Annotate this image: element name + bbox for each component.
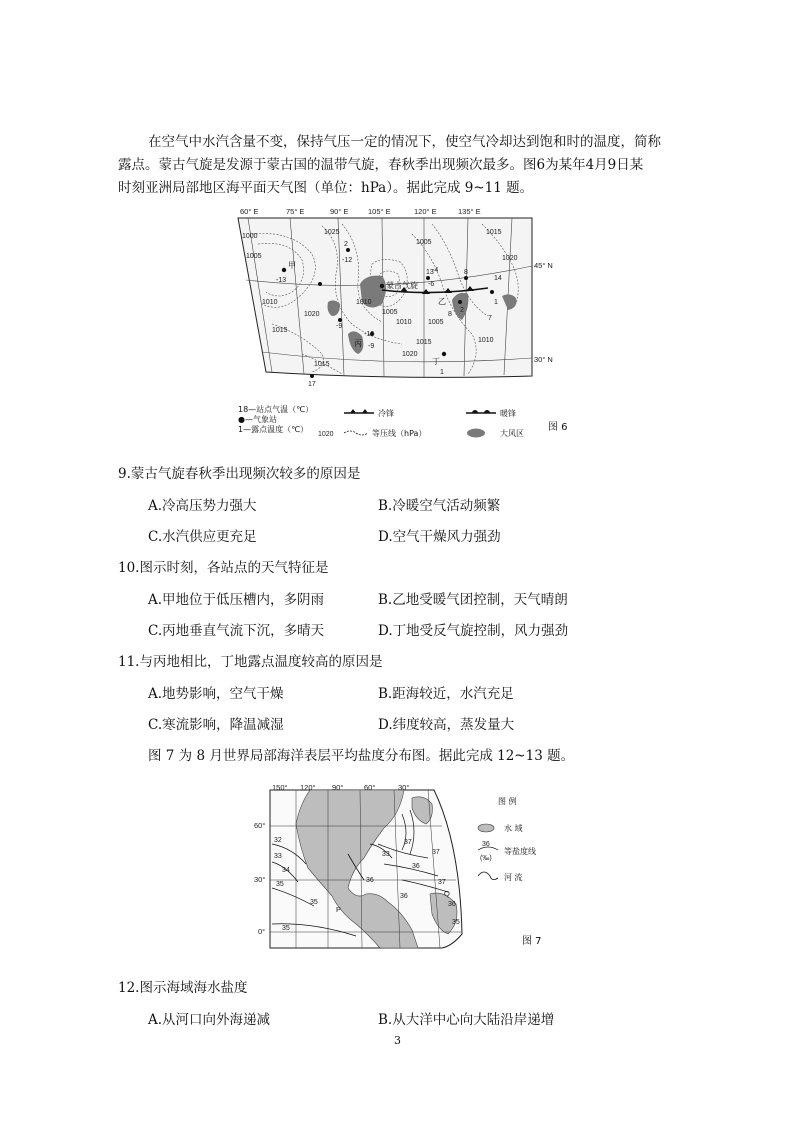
lon-label: 60° E — [240, 207, 259, 216]
isobar-value: 1010 — [356, 299, 372, 306]
q12-stem: 12.图示海域海水盐度 — [118, 980, 248, 996]
isohaline-value: 37 — [404, 839, 412, 846]
figure-6-caption: 图 6 — [548, 422, 568, 433]
isobar-value: 1005 — [416, 239, 432, 246]
legend-cold-front: 冷锋 — [378, 409, 394, 418]
station-value: 2 — [460, 307, 464, 314]
isobar-value: 1015 — [416, 339, 432, 346]
isobar-value: 1010 — [396, 319, 412, 326]
intro-line-3: 时刻亚洲局部地区海平面天气图（单位：hPa）。据此完成 9~11 题。 — [118, 180, 534, 196]
lon-label: 135° E — [458, 207, 481, 216]
isohaline-value: 33 — [274, 853, 282, 860]
lat-label: 45° N — [534, 261, 553, 270]
q9-option-c: C.水汽供应更充足 — [148, 529, 257, 545]
fig7-lon-label: 150° — [272, 784, 288, 792]
q9-option-d: D.空气干燥风力强劲 — [378, 529, 501, 545]
station-value: 2 — [344, 241, 348, 248]
station-ding: 丁 — [432, 357, 440, 366]
station-value: 8 — [448, 311, 452, 318]
isohaline-value: 36 — [400, 893, 408, 900]
isobar-value: 1000 — [242, 233, 258, 240]
figure-7-salinity-map — [252, 784, 562, 952]
isohaline-value: 37 — [432, 849, 440, 856]
isohaline-value: 33 — [382, 851, 390, 858]
isohaline-value: 34 — [282, 867, 290, 874]
isobar-value: 1020 — [304, 311, 320, 318]
legend-isohaline-sample: 36 — [482, 841, 490, 848]
q11-option-a: A.地势影响，空气干燥 — [148, 686, 284, 702]
fig7-lat-label: 30° — [254, 875, 266, 884]
station-value: 7 — [488, 315, 492, 322]
legend-station-temp: 18—站点气温（℃） — [238, 405, 314, 414]
station-value: 13 — [426, 269, 434, 276]
fig7-lon-label: 90° — [332, 784, 344, 792]
isobar-value: 1010 — [478, 337, 494, 344]
station-value: -9 — [368, 343, 375, 350]
q9-option-b: B.冷暖空气活动频繁 — [378, 498, 501, 514]
intro-line-2: 露点。蒙古气旋是发源于蒙古国的温带气旋，春秋季出现频次最多。图6为某年4月9日某 — [118, 157, 644, 173]
legend-warm-front: 暖锋 — [500, 409, 516, 418]
q10-stem: 10.图示时刻，各站点的天气特征是 — [118, 560, 329, 576]
isobar-value: 1020 — [402, 351, 418, 358]
isohaline-value: 35 — [310, 899, 318, 906]
fig7-lat-label: 0° — [258, 927, 266, 936]
lon-label: 105° E — [368, 207, 391, 216]
isobar-value: 1005 — [382, 309, 398, 316]
figure-6-weather-map — [232, 204, 582, 440]
lat-label: 30° N — [534, 355, 553, 364]
legend-isohaline: 等盐度线 — [504, 847, 536, 856]
station-value: -6 — [428, 281, 435, 288]
isobar-value: 1025 — [324, 229, 340, 236]
isohaline-value: 35 — [276, 881, 284, 888]
station-value: -12 — [342, 257, 353, 264]
intro-2: 图 7 为 8 月世界局部海洋表层平均盐度分布图。据此完成 12~13 题。 — [148, 748, 575, 764]
isobar-value: 1005 — [428, 319, 444, 326]
station-value: -10 — [364, 331, 375, 338]
station-yi: 乙 — [438, 297, 446, 306]
q10-option-b: B.乙地受暖气团控制，天气晴朗 — [378, 592, 568, 608]
q9-option-a: A.冷高压势力强大 — [148, 498, 257, 514]
isohaline-value: 37 — [438, 879, 446, 886]
lon-label: 75° E — [286, 207, 305, 216]
legend-river: 河 流 — [504, 873, 523, 882]
isobar-value: 1015 — [272, 327, 288, 334]
legend-dew-point: 1—露点温度（℃） — [238, 425, 309, 434]
point-q: Q — [444, 889, 450, 898]
isobar-value: 1020 — [502, 255, 518, 262]
isobar-value: 1005 — [246, 253, 262, 260]
legend-station: ●—气象站 — [238, 415, 277, 424]
lon-label: 90° E — [330, 207, 349, 216]
station-value: -13 — [276, 277, 287, 284]
legend-isohaline-unit: (‰) — [480, 855, 492, 862]
isobar-value: 1010 — [262, 299, 278, 306]
q11-stem: 11.与丙地相比，丁地露点温度较高的原因是 — [118, 654, 383, 670]
legend-isobar-sample: 1020 — [318, 431, 334, 438]
isohaline-value: 32 — [274, 837, 282, 844]
fig7-lon-label: 60° — [364, 784, 376, 792]
isobar-value: 1015 — [314, 361, 330, 368]
station-value: 8 — [464, 269, 468, 276]
station-value: -4 — [432, 267, 439, 274]
station-value: -9 — [336, 323, 343, 330]
q11-option-b: B.距海较近，水汽充足 — [378, 686, 514, 702]
legend-strong-wind: 大风区 — [500, 429, 524, 438]
isohaline-value: 36 — [448, 901, 456, 908]
fig7-lon-label: 30° — [398, 784, 410, 792]
isohaline-value: 36 — [412, 863, 420, 870]
page-number: 3 — [394, 1034, 401, 1047]
station-bing: 丙 — [354, 339, 362, 348]
legend-isobar: 等压线（hPa） — [372, 429, 427, 438]
figure-7-legend — [478, 796, 536, 882]
legend-water: 水 域 — [504, 824, 523, 833]
q10-option-a: A.甲地位于低压槽内，多阴雨 — [148, 592, 325, 608]
cyclone-label: 蒙古气旋 — [386, 281, 418, 290]
lon-label: 120° E — [414, 207, 437, 216]
isohaline-value: 35 — [452, 919, 460, 926]
q10-option-d: D.丁地受反气旋控制，风力强劲 — [378, 623, 569, 639]
q12-option-b: B.从大洋中心向大陆沿岸递增 — [378, 1012, 555, 1028]
station-value: 17 — [308, 381, 316, 388]
legend-title: 图 例 — [498, 797, 517, 806]
isohaline-value: 35 — [282, 925, 290, 932]
isobar-value: 1015 — [486, 229, 502, 236]
point-p: P — [336, 905, 342, 914]
fig7-lat-label: 60° — [254, 821, 266, 830]
q11-option-c: C.寒流影响，降温减湿 — [148, 717, 284, 733]
intro-line-1: 在空气中水汽含量不变，保持气压一定的情况下，使空气冷却达到饱和时的温度，简称 — [148, 134, 661, 150]
fig7-lon-label: 120° — [300, 784, 316, 792]
figure-6-legend — [238, 404, 524, 438]
q11-option-d: D.纬度较高，蒸发量大 — [378, 717, 515, 733]
q10-option-c: C.丙地垂直气流下沉，多晴天 — [148, 623, 325, 639]
station-value: 14 — [494, 275, 502, 282]
figure-7-caption: 图 7 — [522, 936, 542, 947]
q9-stem: 9.蒙古气旋春秋季出现频次较多的原因是 — [118, 466, 361, 482]
station-value: 1 — [494, 299, 498, 306]
q12-option-a: A.从河口向外海递减 — [148, 1012, 271, 1028]
isohaline-value: 36 — [366, 877, 374, 884]
station-value: 1 — [440, 369, 444, 376]
station-jia: 甲 — [288, 261, 296, 270]
